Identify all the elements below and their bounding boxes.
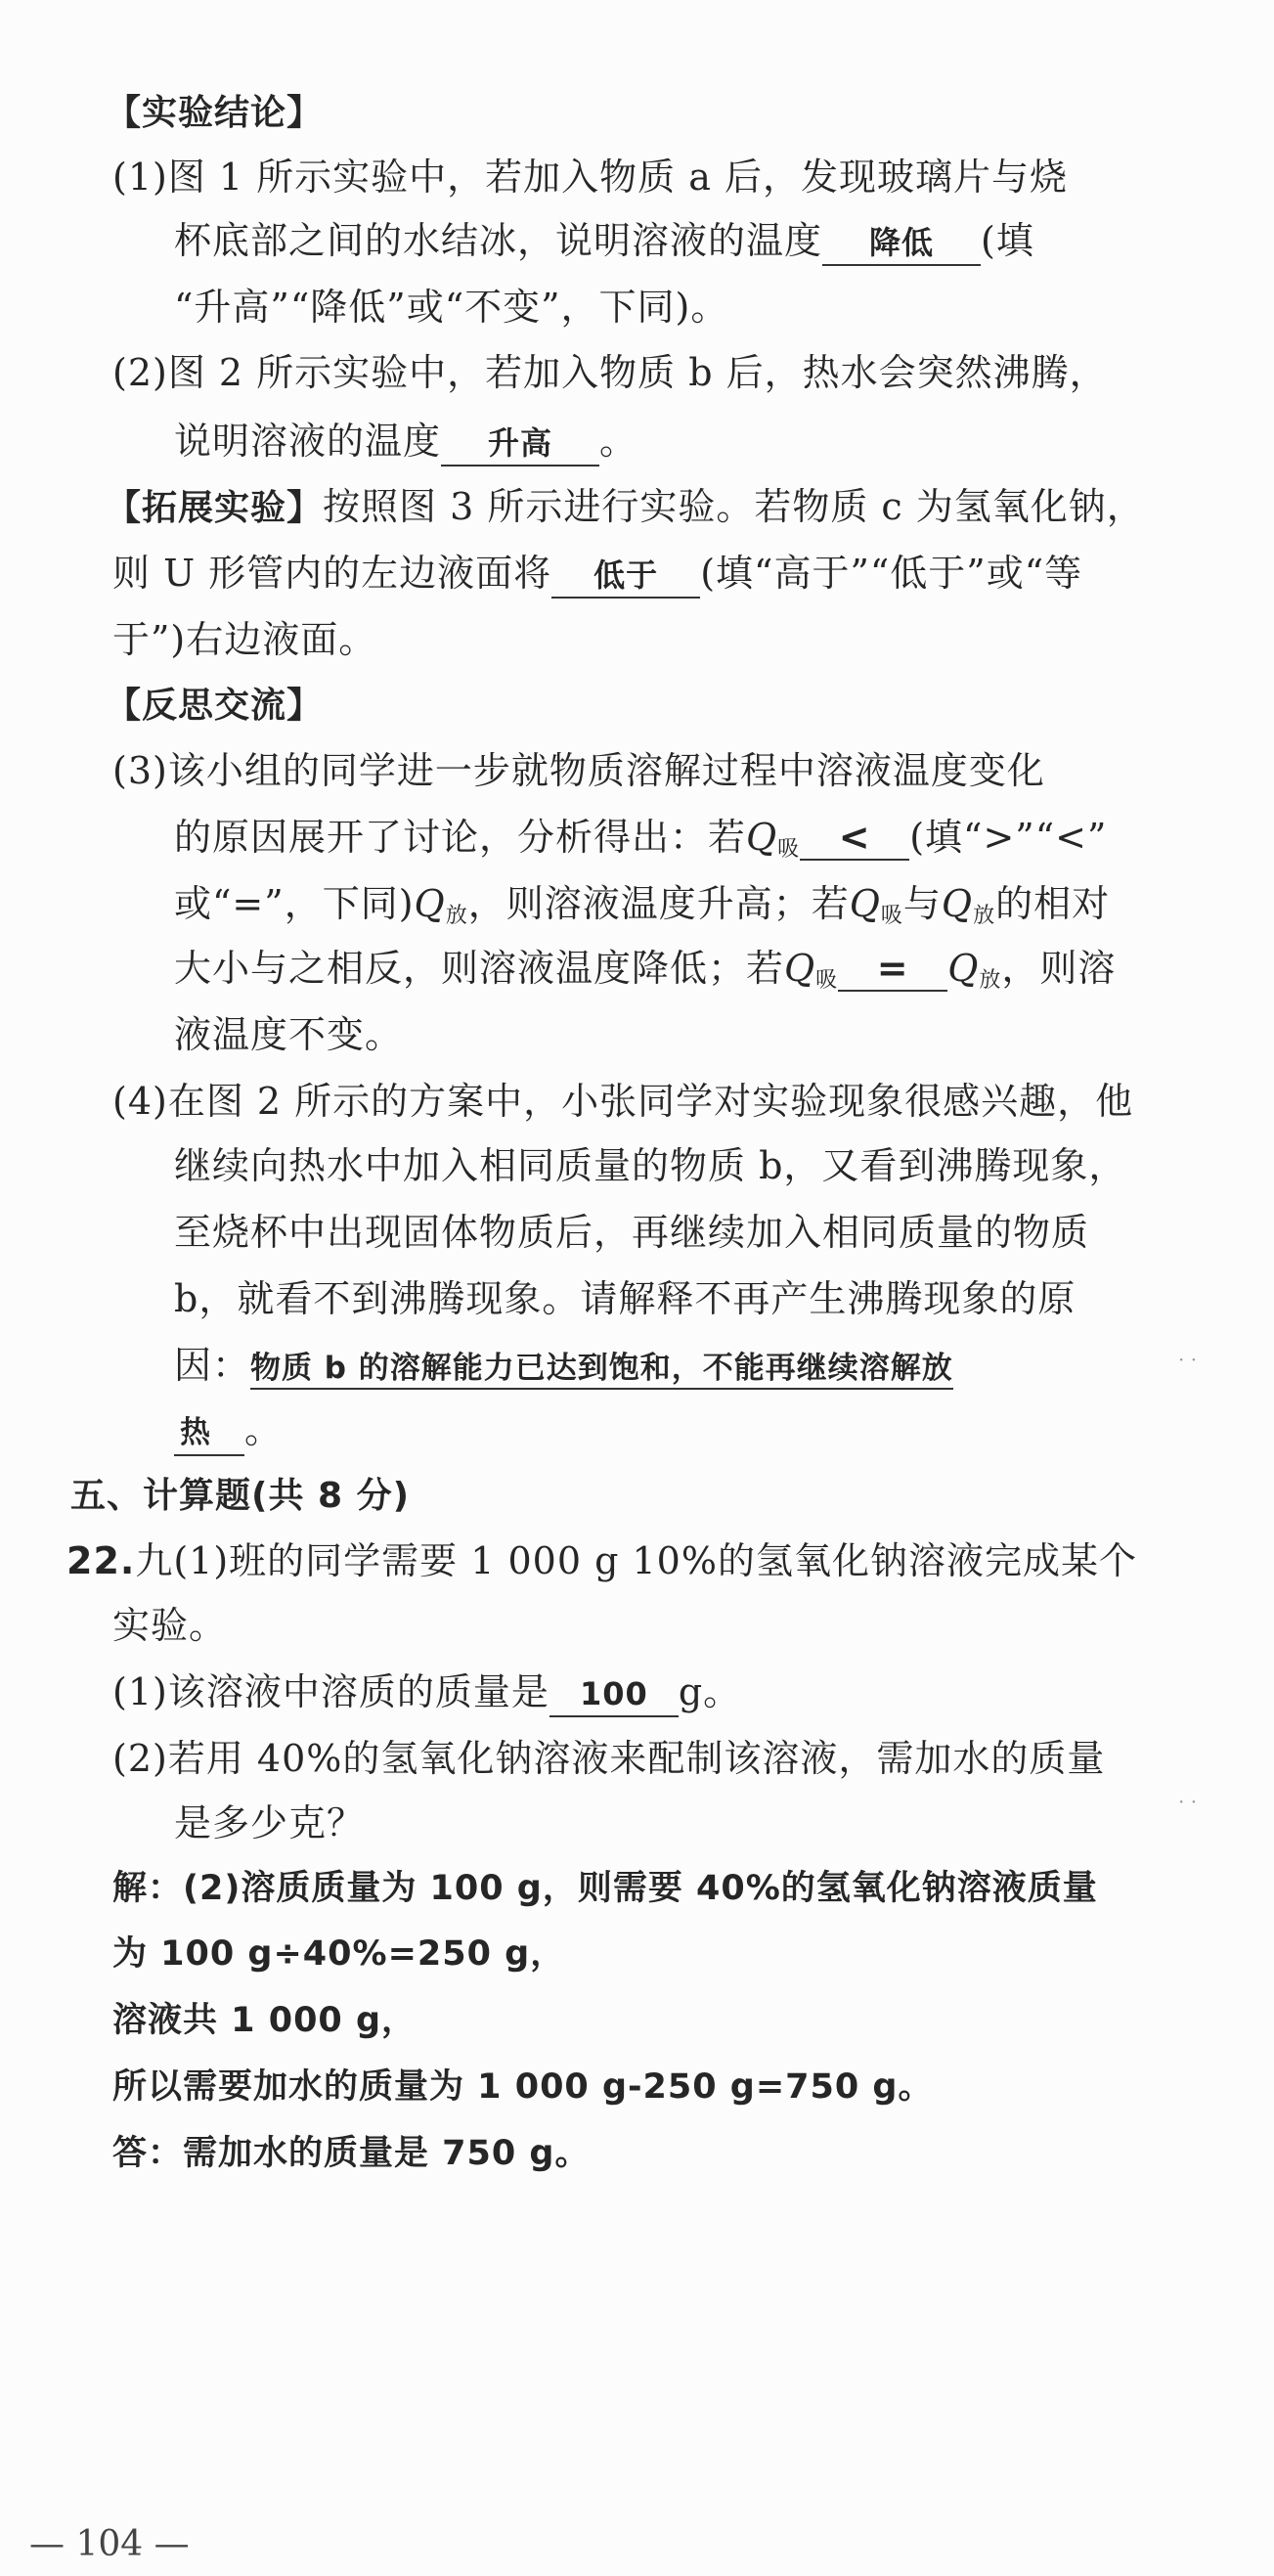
q1-answer-blank: 降低 bbox=[822, 221, 981, 266]
calc-q22-text-1: 九(1)班的同学需要 1 000 g 10%的氢氧化钠溶液完成某个 bbox=[135, 1539, 1137, 1582]
q-symbol: Q bbox=[941, 882, 974, 925]
q-symbol: Q bbox=[414, 882, 446, 925]
q-symbol: Q bbox=[746, 816, 778, 859]
q4-text-6b: 。 bbox=[244, 1408, 284, 1451]
q2-text-a: 说明溶液的温度 bbox=[174, 420, 442, 463]
q3-answer-blank-2: = bbox=[838, 947, 947, 992]
extend-line-1 bbox=[106, 481, 1145, 534]
margin-mark: · · bbox=[1178, 1790, 1198, 1813]
q4-line-1: (4)在图 2 所示的方案中，小张同学对实验现象很感兴趣，他 bbox=[112, 1080, 1134, 1123]
q3-line-5: 液温度不变。 bbox=[174, 1013, 404, 1056]
calc-sub1-text-a: (1)该溶液中溶质的质量是 bbox=[112, 1670, 549, 1713]
calc-sub1-answer-blank: 100 bbox=[549, 1672, 679, 1717]
subscript-absorb: 吸 bbox=[880, 904, 903, 928]
extend-line-3: 于”)右边液面。 bbox=[112, 618, 377, 661]
q4-line-5 bbox=[174, 1340, 953, 1394]
q3-text-2b: (填“>”“<” bbox=[909, 816, 1108, 859]
q4-answer-line-2: 热 bbox=[174, 1411, 244, 1456]
subscript-release: 放 bbox=[445, 904, 468, 928]
calc-sub2-line-2: 是多少克？ bbox=[174, 1801, 366, 1844]
q3-answer-blank-1: < bbox=[800, 816, 909, 861]
q2-line-1: (2)图 2 所示实验中，若加入物质 b 后，热水会突然沸腾， bbox=[112, 351, 1108, 394]
q3-text-3c: 与 bbox=[902, 882, 942, 925]
question-number: 22. bbox=[66, 1539, 136, 1582]
subscript-absorb: 吸 bbox=[777, 837, 801, 862]
q3-text-2a: 的原因展开了讨论，分析得出：若 bbox=[174, 816, 747, 859]
q4-line-2: 继续向热水中加入相同质量的物质 b，又看到沸腾现象， bbox=[174, 1144, 1127, 1187]
extend-line-2 bbox=[112, 548, 1082, 599]
q1-text-b: (填 bbox=[981, 219, 1034, 262]
extend-text-2b: (填“高于”“低于”或“等 bbox=[700, 552, 1083, 595]
q1-line-3: “升高”“降低”或“不变”，下同)。 bbox=[174, 286, 729, 329]
q-symbol: Q bbox=[784, 947, 816, 990]
q4-line-3: 至烧杯中出现固体物质后，再继续加入相同质量的物质 bbox=[174, 1211, 1090, 1254]
q3-line-3 bbox=[174, 878, 1110, 942]
q2-text-b: 。 bbox=[599, 420, 638, 463]
q4-answer-line-1: 物质 b 的溶解能力已达到饱和，不能再继续溶解放 bbox=[250, 1351, 953, 1390]
q-symbol: Q bbox=[849, 882, 881, 925]
subscript-release: 放 bbox=[979, 968, 1002, 993]
q1-line-1: (1)图 1 所示实验中，若加入物质 a 后，发现玻璃片与烧 bbox=[112, 155, 1068, 199]
q3-line-4 bbox=[174, 943, 1116, 1006]
q4-line-6 bbox=[174, 1404, 283, 1456]
q4-line-4: b，就看不到沸腾现象。请解释不再产生沸腾现象的原 bbox=[174, 1277, 1076, 1320]
calc-sub1 bbox=[112, 1666, 741, 1717]
q3-line-1: (3)该小组的同学进一步就物质溶解过程中溶液温度变化 bbox=[112, 749, 1045, 792]
q3-line-2 bbox=[174, 812, 1107, 875]
q1-text-a: 杯底部之间的水结冰，说明溶液的温度 bbox=[174, 219, 823, 262]
solution-line-2: 为 100 g÷40%=250 g， bbox=[112, 1934, 566, 1974]
subscript-release: 放 bbox=[973, 904, 996, 928]
solution-line-1: 解：(2)溶质质量为 100 g，则需要 40%的氢氧化钠溶液质量 bbox=[112, 1869, 1098, 1908]
page-number: — 104 — bbox=[29, 2524, 190, 2564]
extend-header: 【拓展实验】 bbox=[106, 488, 324, 528]
solution-line-5: 答：需加水的质量是 750 g。 bbox=[112, 2134, 591, 2173]
q2-answer-blank: 升高 bbox=[441, 422, 599, 466]
conclusion-header: 【实验结论】 bbox=[106, 93, 324, 133]
calc-q22-line-2: 实验。 bbox=[112, 1604, 228, 1647]
q1-line-2 bbox=[174, 215, 1034, 266]
calc-sub2-line-1: (2)若用 40%的氢氧化钠溶液来配制该溶液，需加水的质量 bbox=[112, 1737, 1106, 1780]
q3-text-3a: 或“=”，下同) bbox=[174, 882, 415, 925]
calc-sub1-text-b: g。 bbox=[678, 1670, 742, 1713]
margin-mark: · · bbox=[1178, 1348, 1198, 1371]
calc-section-title: 五、计算题(共 8 分) bbox=[70, 1476, 411, 1516]
q4-text-5a: 因： bbox=[174, 1344, 251, 1387]
solution-line-3: 溶液共 1 000 g， bbox=[112, 2001, 417, 2040]
calc-q22-line-1 bbox=[66, 1535, 1137, 1586]
q-symbol: Q bbox=[947, 947, 980, 990]
q3-text-4a: 大小与之相反，则溶液温度降低；若 bbox=[174, 947, 785, 990]
extend-answer-blank: 低于 bbox=[551, 554, 700, 599]
reflect-header: 【反思交流】 bbox=[106, 686, 324, 726]
solution-line-4: 所以需要加水的质量为 1 000 g-250 g=750 g。 bbox=[112, 2067, 934, 2107]
q3-text-3d: 的相对 bbox=[995, 882, 1111, 925]
q3-text-3b: ，则溶液温度升高；若 bbox=[467, 882, 850, 925]
q2-line-2 bbox=[174, 416, 637, 466]
extend-text-1: 按照图 3 所示进行实验。若物质 c 为氢氧化钠， bbox=[323, 485, 1145, 528]
subscript-absorb: 吸 bbox=[815, 968, 839, 993]
extend-text-2a: 则 U 形管内的左边液面将 bbox=[112, 552, 552, 595]
q3-text-4b: ，则溶 bbox=[1001, 947, 1117, 990]
